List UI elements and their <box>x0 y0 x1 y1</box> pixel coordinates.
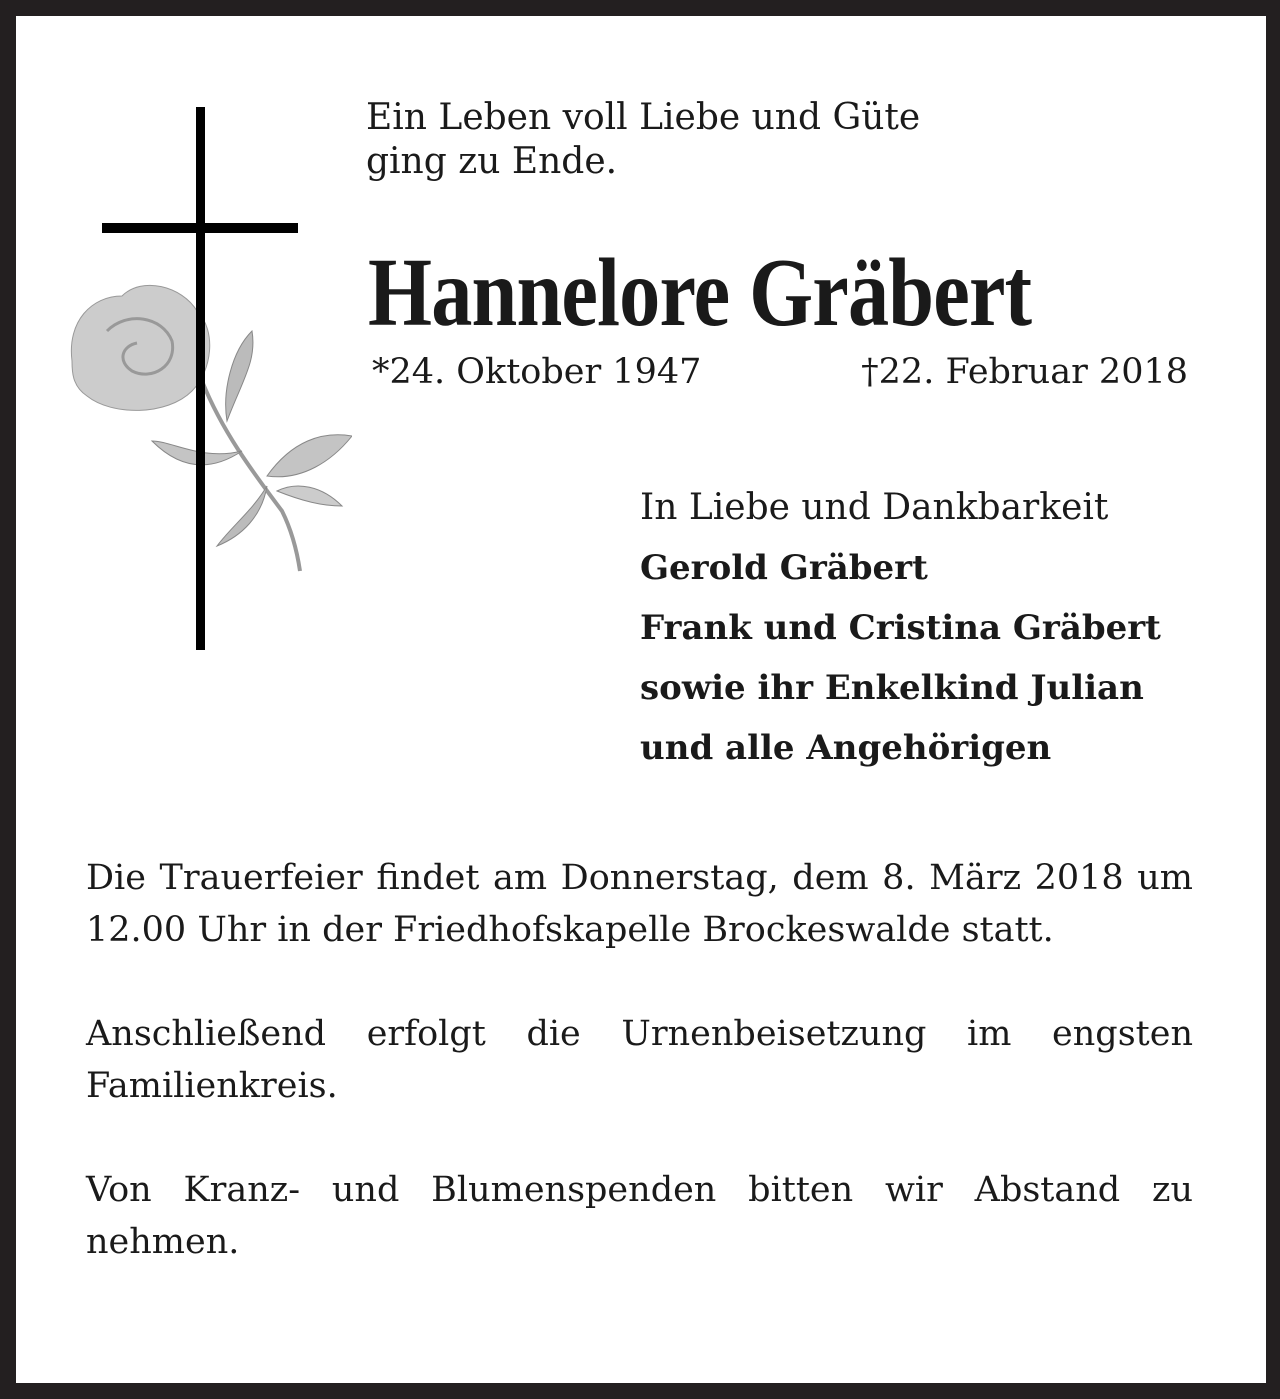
cross-icon-bar <box>102 223 298 233</box>
mourner-name: sowie ihr Enkelkind Julian <box>640 668 1144 708</box>
intro-line: ging zu Ende. <box>366 141 618 182</box>
cross-icon <box>196 107 205 650</box>
deceased-name: Hannelore Gräbert <box>368 239 1032 347</box>
dates <box>372 352 1188 392</box>
obituary-card <box>16 16 1266 1383</box>
service-details <box>86 852 1193 1320</box>
paragraph-flowers: Von Kranz- und Blumenspenden bitten wir Abstand zu nehmen. <box>86 1170 1193 1262</box>
death-date: †22. Februar 2018 <box>861 352 1188 392</box>
mourner-name: und alle Angehörigen <box>640 728 1052 768</box>
paragraph-service: Die Trauerfeier findet am Donnerstag, dem 8. März 2018 um 12.00 Uhr in der Friedhofskapelle Brockeswalde statt. <box>86 858 1193 950</box>
birth-date: *24. Oktober 1947 <box>372 352 702 392</box>
paragraph-burial: Anschließend erfolgt die Urnenbeisetzung im engsten Familienkreis. <box>86 1014 1193 1106</box>
intro-line: Ein Leben voll Liebe und Güte <box>366 97 921 138</box>
intro-text <box>366 96 920 184</box>
mourner-name: Frank und Cristina Gräbert <box>640 608 1161 648</box>
mourners <box>640 478 1161 778</box>
mourner-name: Gerold Gräbert <box>640 548 928 588</box>
mourners-heading: In Liebe und Dankbarkeit <box>640 487 1109 528</box>
